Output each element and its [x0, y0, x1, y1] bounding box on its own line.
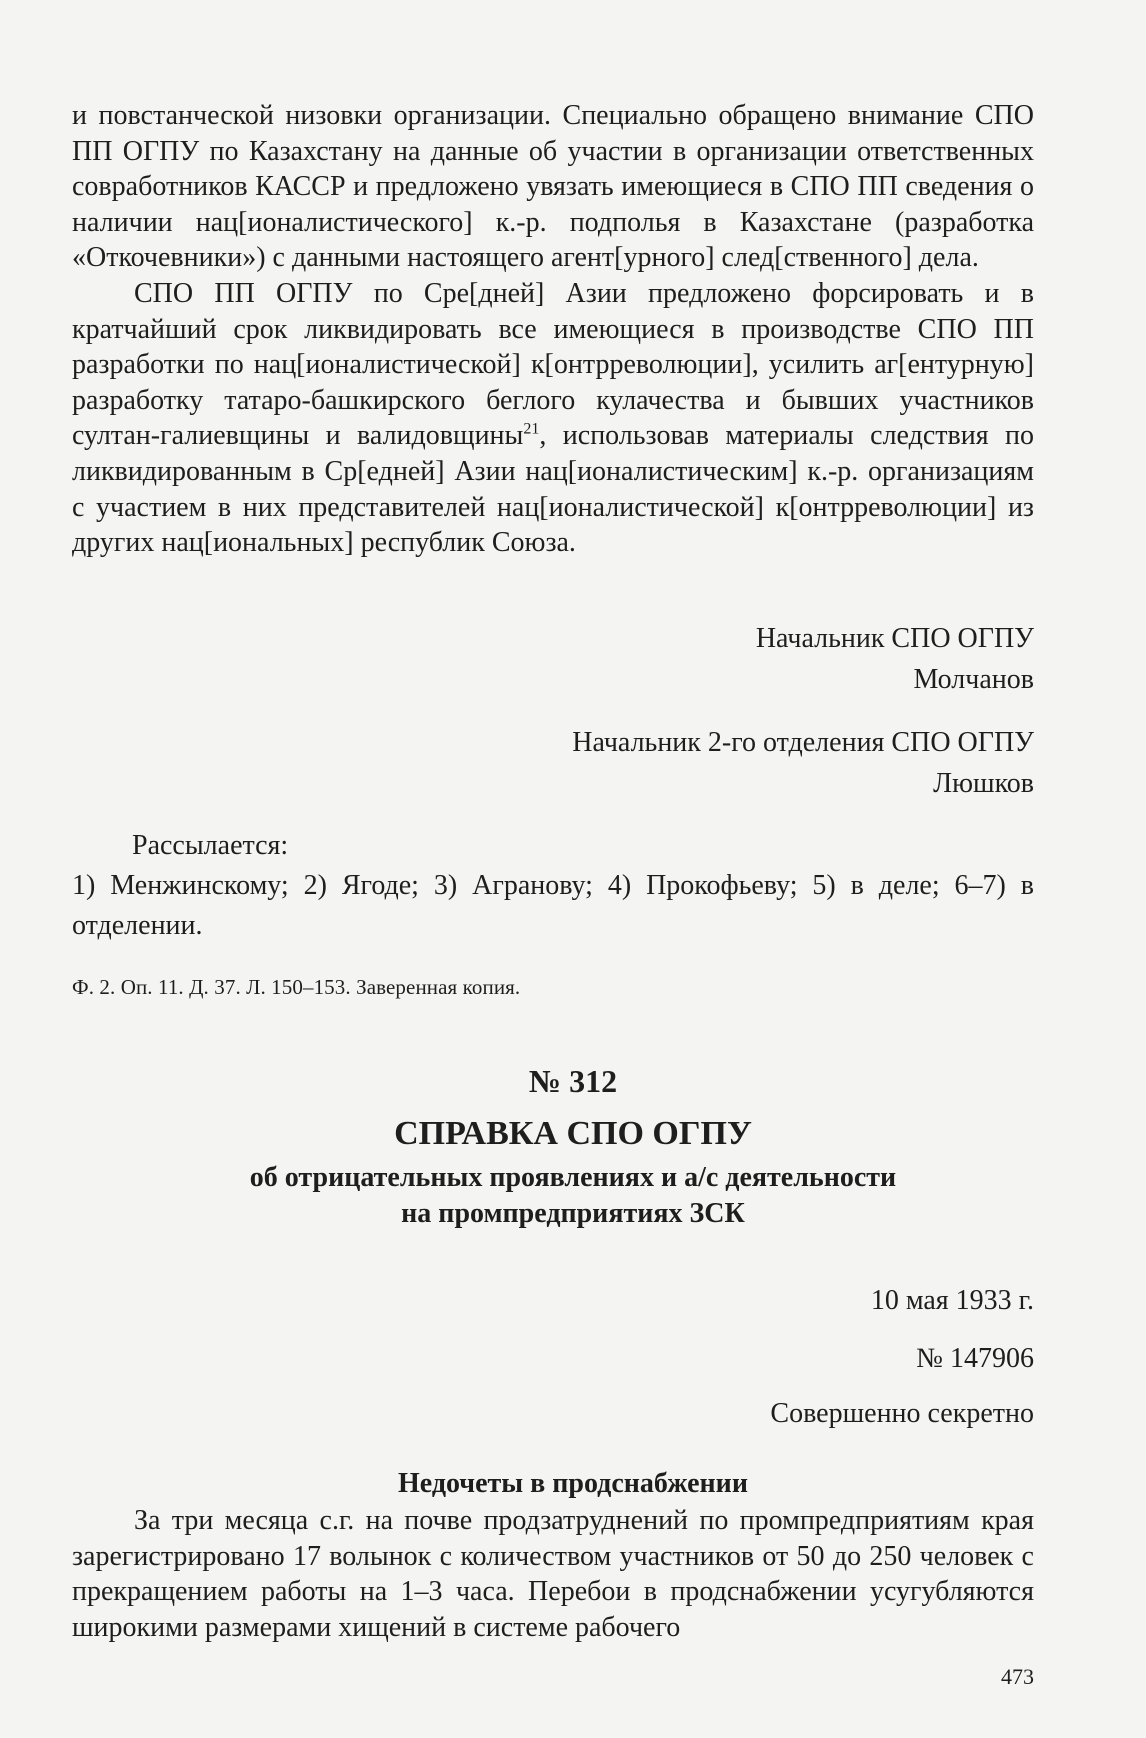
document-date: 10 мая 1933 г.: [870, 1285, 1034, 1316]
section-body: [72, 1503, 1034, 1645]
paragraph-2-part-1: СПО ПП ОГПУ по Сре[дней] Азии предложено форсировать и в кратчайший срок ликвидировать все имеющиеся в производстве СПО ПП разработки по нац[ионалистической] к[онтрреволюции], усилить аг[ентурную] разработку татаро-башкирского беглого кулачества и бывших участников султан-галиевщины и валидовщины: [72, 277, 1034, 452]
distribution-label: Рассылается:: [132, 830, 289, 861]
paragraph-2-part-2: , использовав материалы следствия по ликвидированным в Ср[едней] Азии нац[ионалистическим] к.-р. организациям с участием в них представителей нац[ионалистической] к[онтрреволюции] из других нац[иональных] республик Союза.: [72, 420, 1034, 559]
registration-number: № 147906: [916, 1343, 1034, 1374]
distribution-block: [72, 826, 1034, 946]
document-title: СПРАВКА СПО ОГПУ: [394, 1115, 752, 1152]
page-number: 473: [1001, 1664, 1034, 1689]
classification-stamp: Совершенно секретно: [770, 1398, 1034, 1429]
signature-position: Начальник СПО ОГПУ: [755, 623, 1034, 654]
paragraph-1: и повстанческой низовки организации. Специально обращено внимание СПО ПП ОГПУ по Казахстану на данные об участии в организации ответственных совработников КАССР и предложено увязать имеющиеся в СПО ПП сведения о наличии нац[ионалистического] к.-р. подполья в Казахстане (разработка «Откочевники») с данными настоящего агент[урного] след[ственного] дела.: [72, 100, 1034, 274]
document-subtitle: [0, 1160, 1146, 1232]
signature-position: Начальник 2-го отделения СПО ОГПУ: [572, 727, 1034, 758]
signature-name: Люшков: [933, 768, 1034, 799]
footnote-reference[interactable]: 21: [523, 421, 540, 439]
subtitle-line-2: на промпредприятиях ЗСК: [401, 1198, 745, 1229]
document-number: № 312: [528, 1063, 618, 1099]
archive-source: Ф. 2. Оп. 11. Д. 37. Л. 150–153. Заверенная копия.: [72, 975, 521, 999]
subtitle-line-1: об отрицательных проявлениях и а/с деятельности: [249, 1162, 897, 1193]
section-heading: Недочеты в продснабжении: [398, 1468, 748, 1499]
signature-block-1: [756, 618, 1034, 700]
section-paragraph: За три месяца с.г. на почве продзатруднений по промпредприятиям края зарегистрировано 17 волынок с количеством участников от 50 до 250 человек с прекращением работы на 1–3 часа. Перебои в продснабжении усугубляются широкими размерами хищений в системе рабочего: [72, 1505, 1034, 1643]
signature-block-2: [572, 722, 1034, 804]
paragraph-2: [72, 276, 1034, 561]
continued-text: [72, 98, 1034, 561]
distribution-list: 1) Менжинскому; 2) Ягоде; 3) Агранову; 4) Прокофьеву; 5) в деле; 6–7) в отделении.: [72, 870, 1034, 941]
signature-name: Молчанов: [913, 664, 1034, 695]
